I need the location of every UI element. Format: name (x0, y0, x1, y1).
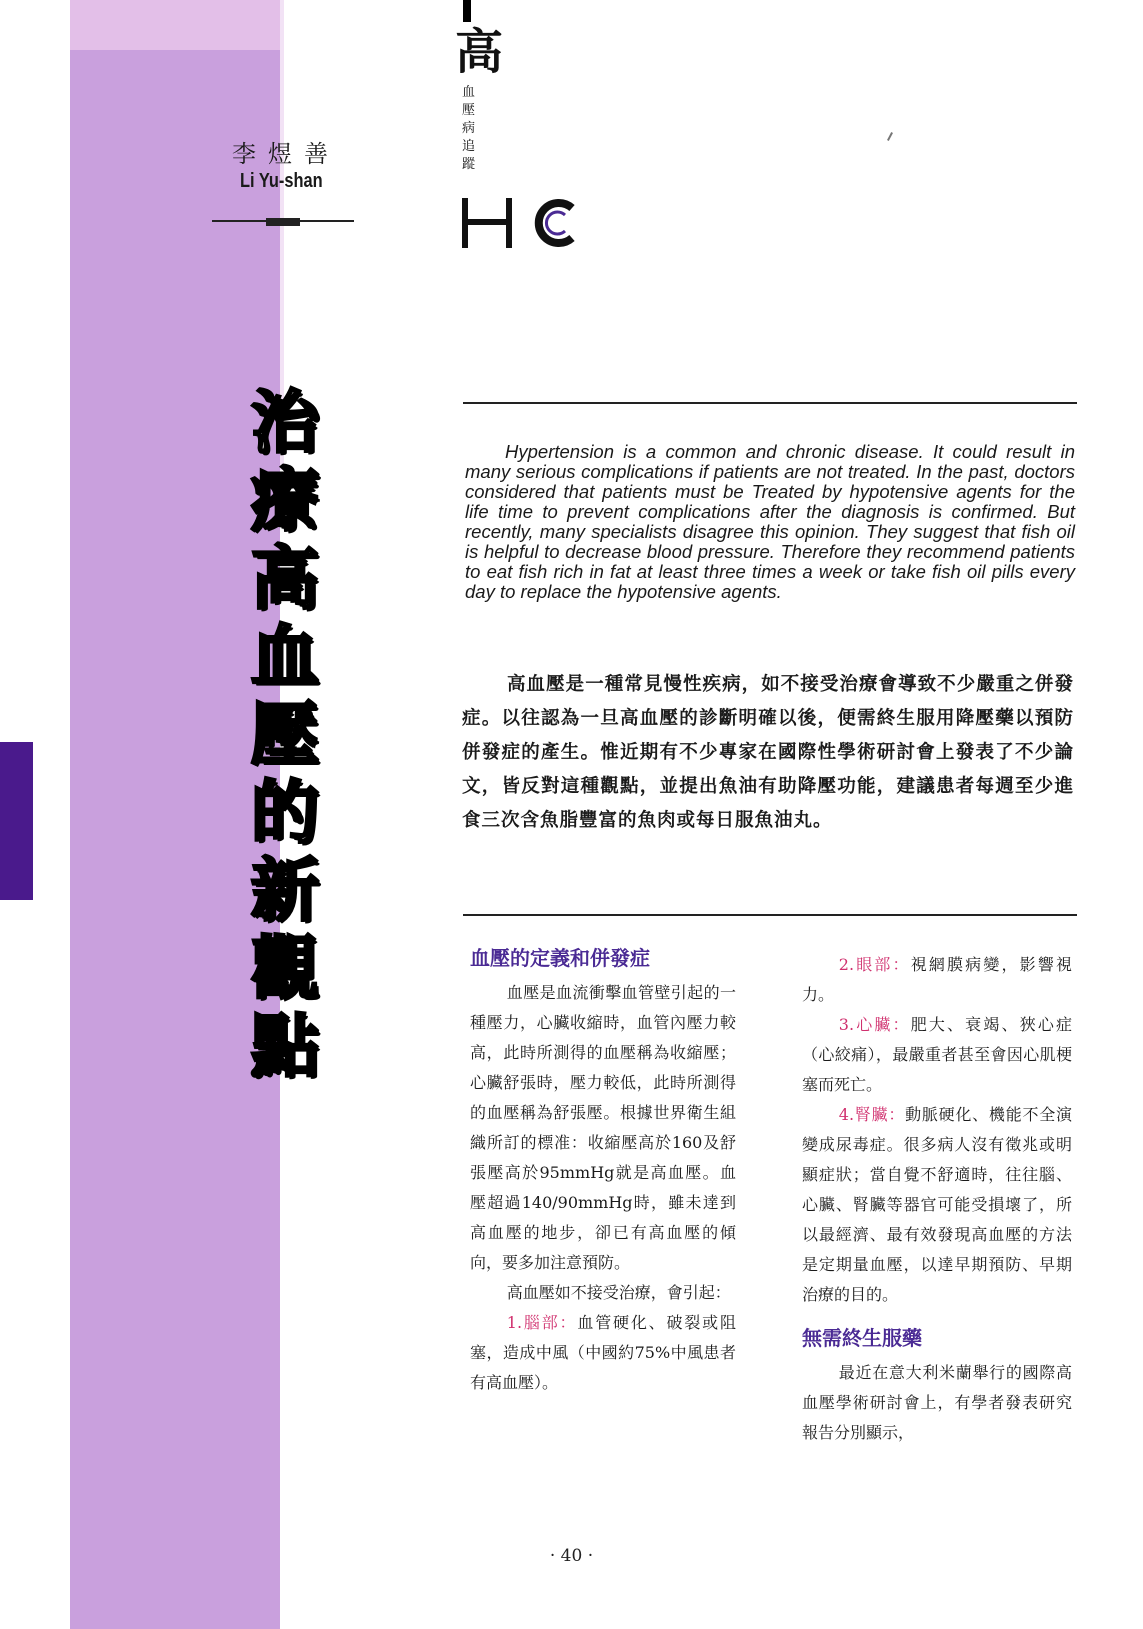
divider-middle (463, 914, 1077, 916)
author-divider-mark (266, 218, 300, 226)
organ-label-kidney: 4.腎臟： (838, 1105, 906, 1124)
column-title-char: 高 (455, 24, 504, 80)
list-item-brain (470, 1308, 736, 1398)
divider-top (463, 402, 1077, 404)
section-heading-no-lifelong-medication: 無需終生服藥 (802, 1326, 922, 1350)
organ-label-brain: 1.腦部： (506, 1313, 578, 1332)
author-name-en: Li Yu-shan (240, 170, 323, 192)
abstract-english: Hypertension is a common and chronic disease. It could result in many serious complications if patients are not treated. In the past, doctors considered that patients must be Treated by hypotensive agents for the life time to prevent complications after the diagnosis is confirmed. But recently, many specialists disagree this opinion. They suggest that fish oil is helpful to decrease blood pressure. Therefore they recommend patients to eat fish rich in fat at least three times a week or take fish oil pills every day to replace the hypotensive agents. (465, 441, 1075, 602)
page-edge-tab (0, 742, 33, 900)
list-item-heart (802, 1010, 1072, 1100)
abstract-chinese: 高血壓是一種常見慢性疾病，如不接受治療會導致不少嚴重之併發症。以往認為一旦高血壓的診斷明確以後，便需終生服用降壓藥以預防併發症的產生。惟近期有不少專家在國際性學術研討會上發表了不少論文，皆反對這種觀點，並提出魚油有助降壓功能，建議患者每週至少進食三次含魚脂豐富的魚肉或每日服魚油丸。 (462, 674, 1074, 831)
section-heading-definition: 血壓的定義和併發症 (470, 946, 650, 970)
paragraph-milan-conference: 最近在意大利米蘭舉行的國際高血壓學術研討會上，有學者發表研究報告分別顯示， (802, 1363, 1072, 1442)
organ-text-heart: 肥大、衰竭、狹心症（心絞痛），最嚴重者甚至會因心肌梗塞而死亡。 (802, 1015, 1072, 1094)
paragraph-complications-intro: 高血壓如不接受治療，會引起： (506, 1283, 731, 1302)
hc-logo (462, 198, 587, 248)
page-number: · 40 · (549, 1546, 594, 1566)
author-name-cn: 李煜善 (232, 140, 340, 168)
organ-label-heart: 3.心臟： (838, 1015, 911, 1034)
list-item-kidney (802, 1100, 1072, 1310)
organ-text-eye: 視網膜病變，影響視力。 (802, 955, 1072, 1004)
scan-speck (887, 132, 893, 141)
paragraph-definition: 血壓是血流衝擊血管壁引起的一種壓力，心臟收縮時，血管內壓力較高，此時所測得的血壓稱為收縮壓；心臟舒張時，壓力較低，此時所測得的血壓稱為舒張壓。根據世界衛生組織所訂的標准：收縮壓高於160及舒張壓高於95mmHg就是高血壓。血壓超過140/90mmHg時，雖未達到高血壓的地步，卻已有高血壓的傾向，要多加注意預防。 (470, 983, 736, 1272)
body-column-left (470, 944, 736, 1398)
column-top-bar (463, 0, 471, 22)
column-subtitle: 血壓病追蹤 (462, 85, 476, 172)
list-item-eye (802, 950, 1072, 1010)
organ-text-brain: 血管硬化、破裂或阻塞，造成中風（中國約75%中風患者有高血壓）。 (470, 1313, 736, 1392)
organ-label-eye: 2.眼部： (838, 955, 911, 974)
article-title: 治療高血壓的新觀點 (250, 384, 319, 1087)
body-column-right (802, 950, 1072, 1448)
organ-text-kidney: 動脈硬化、機能不全演變成尿毒症。很多病人沒有徵兆或明顯症狀；當自覺不舒適時，往往腦、心臟、腎臟等器官可能受損壞了，所以最經濟、最有效發現高血壓的方法是定期量血壓，以達早期預防、早期治療的目的。 (802, 1105, 1072, 1304)
